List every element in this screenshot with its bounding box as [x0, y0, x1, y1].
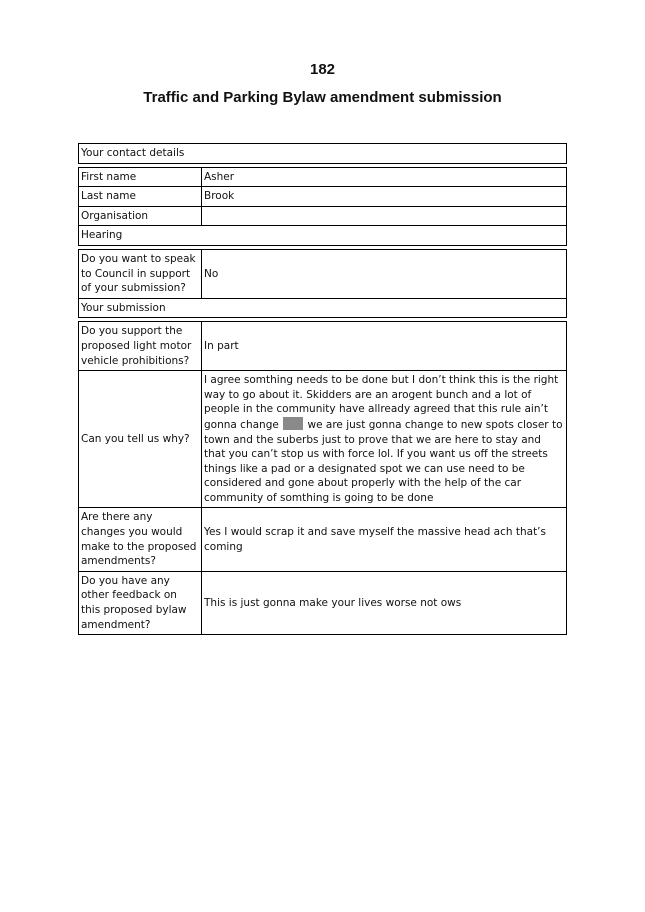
first-name-label: First name [79, 168, 202, 187]
row-last-name [78, 186, 567, 206]
section-label: Your submission [81, 301, 166, 314]
support-value: In part [204, 339, 239, 352]
row-speak-to-council [78, 249, 567, 298]
why-text-part2: we are just gonna change to new spots closer to town and the suberbs just to prove that we are here to stay and that you can’t stop us with force lol. If you want us off the streets things like a pad or a designated spot we can use need to be considered and gone about properly with the help of the car community of somthing is going to be done [204, 418, 563, 504]
row-why [78, 370, 567, 507]
why-value [202, 371, 566, 507]
feedback-value: This is just gonna make your lives worse not ows [204, 596, 462, 609]
section-hearing [78, 225, 567, 246]
support-label: Do you support the proposed light motor vehicle prohibitions? [79, 322, 202, 370]
why-label: Can you tell us why? [79, 371, 202, 507]
section-label: Your contact details [81, 147, 185, 159]
organisation-label: Organisation [79, 207, 202, 226]
changes-value: Yes I would scrap it and save myself the massive head ach that’s coming [204, 526, 546, 553]
submission-form [78, 143, 567, 635]
page-number: 182 [309, 61, 336, 78]
first-name-value: Asher [204, 170, 235, 183]
page-title: Traffic and Parking Bylaw amendment submission [143, 89, 502, 106]
speak-value: No [204, 267, 219, 280]
section-contact-details [78, 143, 567, 164]
last-name-value: Brook [204, 190, 235, 203]
speak-label: Do you want to speak to Council in support of your submission? [79, 250, 202, 298]
section-your-submission [78, 298, 567, 319]
last-name-label: Last name [79, 187, 202, 206]
row-changes [78, 507, 567, 570]
feedback-label: Do you have any other feedback on this proposed bylaw amendment? [79, 572, 202, 634]
row-organisation [78, 206, 567, 226]
redaction-block [283, 417, 303, 430]
organisation-value [202, 207, 566, 226]
row-feedback [78, 571, 567, 635]
row-support [78, 321, 567, 370]
changes-label: Are there any changes you would make to the proposed amendments? [79, 508, 202, 570]
section-label: Hearing [81, 229, 123, 242]
why-text-part1: I agree somthing needs to be done but I don’t think this is the right way to go about it. Skidders are an arogent bunch and a lot of people in the community have allready agreed that this rule ain’t gonna change [204, 374, 559, 431]
row-first-name [78, 167, 567, 187]
